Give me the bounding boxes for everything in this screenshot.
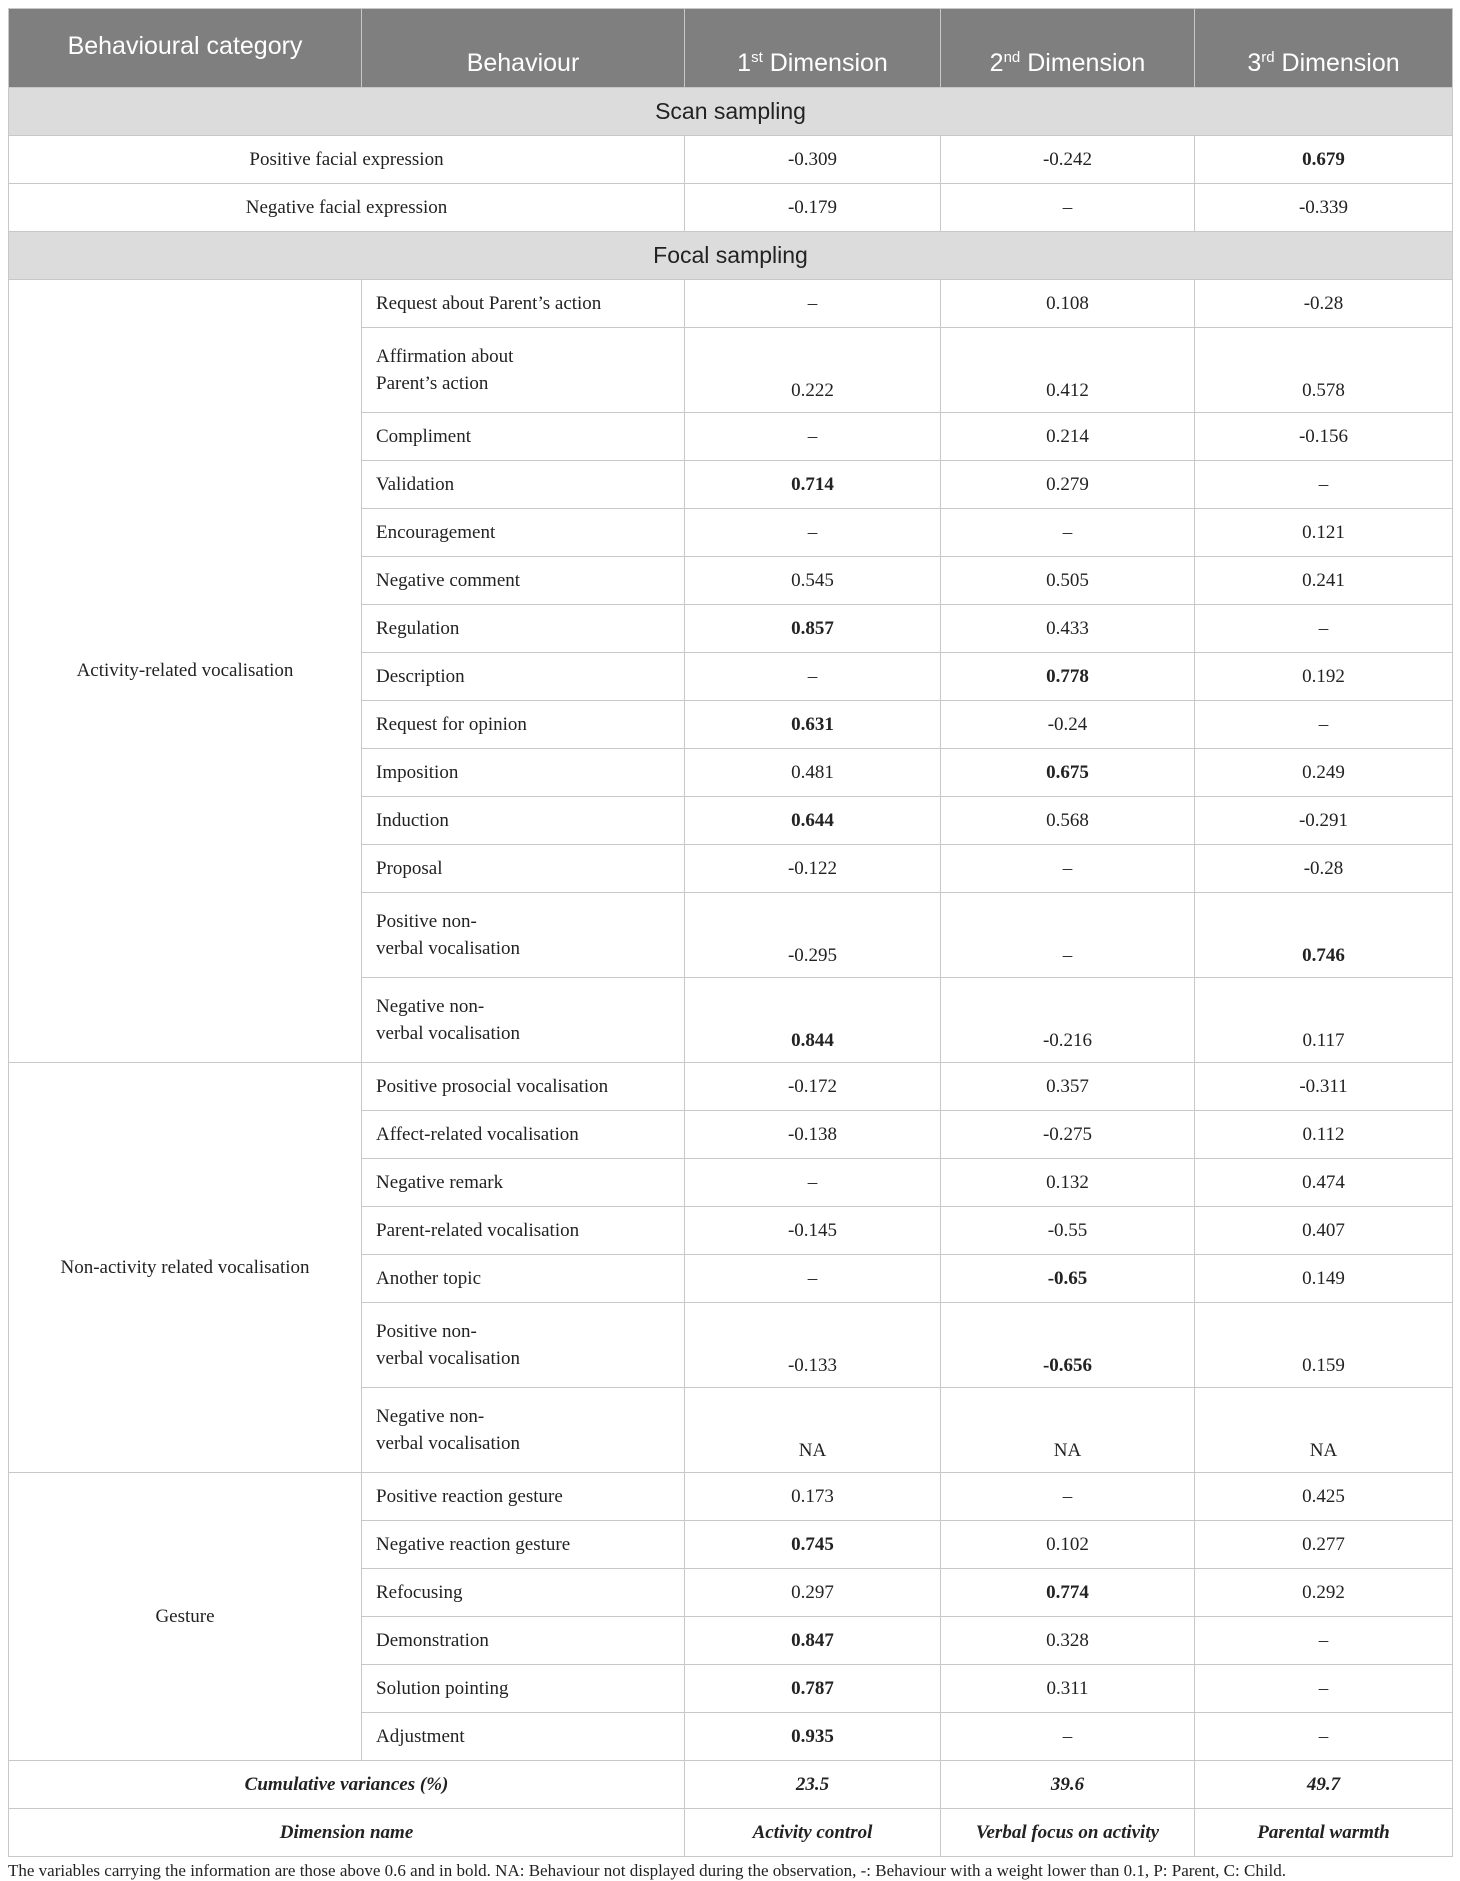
behaviour-cell: Positive reaction gesture (362, 1473, 685, 1521)
value-cell: -0.216 (941, 978, 1195, 1063)
value-cell: 0.545 (685, 557, 941, 605)
value-cell: 0.568 (941, 797, 1195, 845)
value-cell: -0.122 (685, 845, 941, 893)
value-cell: 0.433 (941, 605, 1195, 653)
behaviour-line: verbal vocalisation (376, 1023, 521, 1044)
value-cell: 0.745 (685, 1521, 941, 1569)
value-cell: 0.474 (1195, 1159, 1453, 1207)
behaviour-cell: Description (362, 653, 685, 701)
table-row (9, 184, 1453, 232)
value-cell: – (941, 184, 1195, 232)
behaviour-line: verbal vocalisation (376, 1433, 521, 1454)
value-cell: – (941, 1713, 1195, 1761)
value-cell: 0.173 (685, 1473, 941, 1521)
behaviour-cell: Negative comment (362, 557, 685, 605)
value-cell: 0.279 (941, 461, 1195, 509)
value-cell: -0.291 (1195, 797, 1453, 845)
dim1-suffix: st (751, 49, 763, 66)
value-cell: -0.133 (685, 1303, 941, 1388)
behaviour-line: Positive non- (376, 911, 477, 932)
value-cell: – (685, 509, 941, 557)
dimension-name-label: Dimension name (9, 1809, 685, 1857)
category-cell: Gesture (9, 1473, 362, 1761)
behaviour-line: Affirmation about (376, 346, 514, 367)
behaviour-cell (362, 1388, 685, 1473)
dimension-name-cell: Parental warmth (1195, 1809, 1453, 1857)
value-cell: 0.778 (941, 653, 1195, 701)
value-cell: – (685, 1255, 941, 1303)
value-cell: 0.292 (1195, 1569, 1453, 1617)
value-cell: -0.656 (941, 1303, 1195, 1388)
value-cell: – (941, 1473, 1195, 1521)
section-focal (9, 232, 1453, 280)
value-cell: – (685, 280, 941, 328)
value-cell: 0.159 (1195, 1303, 1453, 1388)
value-cell: -0.24 (941, 701, 1195, 749)
value-cell: 0.425 (1195, 1473, 1453, 1521)
cumulative-variance-row (9, 1761, 1453, 1809)
dimension-name-cell: Verbal focus on activity (941, 1809, 1195, 1857)
behaviour-line: verbal vocalisation (376, 1348, 521, 1369)
value-cell: – (941, 845, 1195, 893)
value-cell: NA (685, 1388, 941, 1473)
value-cell: 0.214 (941, 413, 1195, 461)
value-cell: -0.65 (941, 1255, 1195, 1303)
behaviour-cell: Compliment (362, 413, 685, 461)
value-cell: 0.787 (685, 1665, 941, 1713)
value-cell: -0.28 (1195, 845, 1453, 893)
value-cell: 0.631 (685, 701, 941, 749)
value-cell: – (1195, 1617, 1453, 1665)
value-cell: -0.295 (685, 893, 941, 978)
value-cell: 0.192 (1195, 653, 1453, 701)
value-cell: 0.578 (1195, 328, 1453, 413)
behaviour-cell (362, 328, 685, 413)
value-cell: -0.309 (685, 136, 941, 184)
value-cell: – (941, 893, 1195, 978)
table-row (9, 280, 1453, 328)
value-cell: 0.241 (1195, 557, 1453, 605)
value-cell: 0.102 (941, 1521, 1195, 1569)
value-cell: 0.121 (1195, 509, 1453, 557)
behaviour-cell: Affect-related vocalisation (362, 1111, 685, 1159)
value-cell: 0.112 (1195, 1111, 1453, 1159)
dim2-word: Dimension (1027, 49, 1146, 77)
dimension-name-cell: Activity control (685, 1809, 941, 1857)
behaviour-cell: Adjustment (362, 1713, 685, 1761)
behaviour-cell (362, 978, 685, 1063)
value-cell: 0.249 (1195, 749, 1453, 797)
table-row (9, 136, 1453, 184)
value-cell: -0.138 (685, 1111, 941, 1159)
table-footnote: The variables carrying the information are those above 0.6 and in bold. NA: Behaviour not displayed during the observation, -: Behaviour with a weight lower than 0.1, P: Parent, C: Child. (8, 1861, 1287, 1880)
behaviour-cell: Negative remark (362, 1159, 685, 1207)
table-container (8, 8, 1452, 1881)
value-cell: 0.675 (941, 749, 1195, 797)
value-cell: 0.857 (685, 605, 941, 653)
value-cell: 0.277 (1195, 1521, 1453, 1569)
behaviour-line: Negative non- (376, 996, 485, 1017)
behaviour-cell: Parent-related vocalisation (362, 1207, 685, 1255)
behaviour-cell: Negative reaction gesture (362, 1521, 685, 1569)
value-cell: 0.328 (941, 1617, 1195, 1665)
header-dim1 (685, 9, 941, 88)
value-cell: – (685, 1159, 941, 1207)
value-cell: 0.108 (941, 280, 1195, 328)
section-title: Scan sampling (9, 88, 1453, 136)
table-row (9, 1473, 1453, 1521)
behaviour-line: Negative non- (376, 1406, 485, 1427)
value-cell: 0.505 (941, 557, 1195, 605)
value-cell: 0.644 (685, 797, 941, 845)
factor-loadings-table (8, 8, 1453, 1857)
value-cell: 0.412 (941, 328, 1195, 413)
behaviour-line: Parent’s action (376, 373, 489, 394)
value-cell: NA (1195, 1388, 1453, 1473)
dim2-suffix: nd (1003, 49, 1021, 66)
value-cell: -0.242 (941, 136, 1195, 184)
header-behaviour: Behaviour (362, 9, 685, 88)
behaviour-cell: Demonstration (362, 1617, 685, 1665)
behaviour-cell (362, 1303, 685, 1388)
behaviour-cell (362, 893, 685, 978)
behaviour-cell: Encouragement (362, 509, 685, 557)
value-cell: -0.179 (685, 184, 941, 232)
value-cell: 49.7 (1195, 1761, 1453, 1809)
value-cell: – (1195, 1713, 1453, 1761)
behaviour-cell: Regulation (362, 605, 685, 653)
value-cell: – (685, 413, 941, 461)
value-cell: -0.145 (685, 1207, 941, 1255)
section-scan (9, 88, 1453, 136)
value-cell: – (1195, 701, 1453, 749)
header-dim3 (1195, 9, 1453, 88)
value-cell: -0.172 (685, 1063, 941, 1111)
behaviour-cell: Request about Parent’s action (362, 280, 685, 328)
value-cell: 0.679 (1195, 136, 1453, 184)
header-row (9, 9, 1453, 88)
section-title: Focal sampling (9, 232, 1453, 280)
value-cell: 0.407 (1195, 1207, 1453, 1255)
value-cell: -0.156 (1195, 413, 1453, 461)
category-cell: Non-activity related vocalisation (9, 1063, 362, 1473)
value-cell: 0.297 (685, 1569, 941, 1617)
value-cell: NA (941, 1388, 1195, 1473)
value-cell: -0.28 (1195, 280, 1453, 328)
behaviour-cell: Induction (362, 797, 685, 845)
value-cell: 0.132 (941, 1159, 1195, 1207)
header-category: Behavioural category (9, 9, 362, 88)
value-cell: 0.847 (685, 1617, 941, 1665)
dim2-number: 2 (989, 49, 1004, 77)
dim3-word: Dimension (1281, 49, 1400, 77)
value-cell: 0.481 (685, 749, 941, 797)
value-cell: – (1195, 605, 1453, 653)
behaviour-cell: Another topic (362, 1255, 685, 1303)
dim3-suffix: rd (1261, 49, 1275, 66)
behaviour-line: Positive non- (376, 1321, 477, 1342)
value-cell: – (685, 653, 941, 701)
table-row (9, 1063, 1453, 1111)
behaviour-cell: Validation (362, 461, 685, 509)
dim1-word: Dimension (769, 49, 888, 77)
category-cell: Activity-related vocalisation (9, 280, 362, 1063)
value-cell: -0.275 (941, 1111, 1195, 1159)
value-cell: 0.311 (941, 1665, 1195, 1713)
behaviour-cell: Proposal (362, 845, 685, 893)
value-cell: 0.746 (1195, 893, 1453, 978)
dim1-number: 1 (737, 49, 752, 77)
value-cell: 0.149 (1195, 1255, 1453, 1303)
dimension-name-row (9, 1809, 1453, 1857)
value-cell: -0.339 (1195, 184, 1453, 232)
value-cell: -0.311 (1195, 1063, 1453, 1111)
value-cell: -0.55 (941, 1207, 1195, 1255)
value-cell: 39.6 (941, 1761, 1195, 1809)
header-dim2 (941, 9, 1195, 88)
behaviour-cell: Refocusing (362, 1569, 685, 1617)
dim3-number: 3 (1247, 49, 1262, 77)
value-cell: 0.357 (941, 1063, 1195, 1111)
value-cell: – (1195, 1665, 1453, 1713)
behaviour-line: verbal vocalisation (376, 938, 521, 959)
value-cell: – (941, 509, 1195, 557)
behaviour-cell: Imposition (362, 749, 685, 797)
value-cell: 0.844 (685, 978, 941, 1063)
value-cell: 0.935 (685, 1713, 941, 1761)
behaviour-cell: Positive prosocial vocalisation (362, 1063, 685, 1111)
value-cell: 0.117 (1195, 978, 1453, 1063)
value-cell: 0.714 (685, 461, 941, 509)
behaviour-cell: Positive facial expression (9, 136, 685, 184)
value-cell: 0.774 (941, 1569, 1195, 1617)
value-cell: – (1195, 461, 1453, 509)
cumulative-label: Cumulative variances (%) (9, 1761, 685, 1809)
value-cell: 0.222 (685, 328, 941, 413)
behaviour-cell: Request for opinion (362, 701, 685, 749)
value-cell: 23.5 (685, 1761, 941, 1809)
behaviour-cell: Solution pointing (362, 1665, 685, 1713)
behaviour-cell: Negative facial expression (9, 184, 685, 232)
